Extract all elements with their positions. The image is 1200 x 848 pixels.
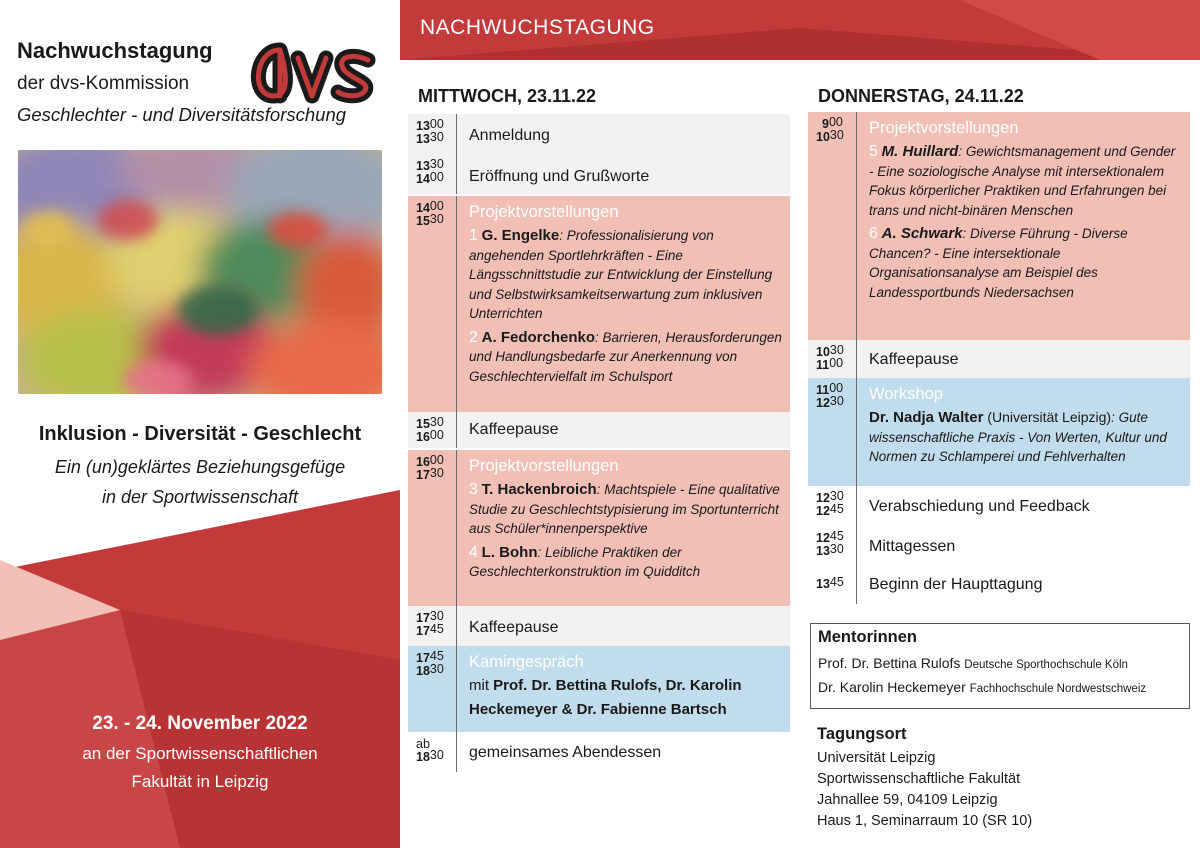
schedule-row	[808, 486, 1190, 526]
schedule-row	[408, 412, 790, 448]
session-category: Kamingespräch	[469, 653, 584, 671]
workshop-entry: Dr. Nadja Walter (Universität Leipzig): Gute wissenschaftliche Praxis - Von Werten, Kultur und Normen zu Schlamperei und Fehlverhalten	[869, 409, 1167, 464]
schedule-row	[808, 566, 1190, 604]
dvs-logo	[240, 36, 388, 104]
theme-subtitle-1: Ein (un)geklärtes Beziehungsgefüge	[54, 457, 346, 477]
schedule-row	[408, 450, 790, 606]
time-cell: $9^{00}$ $10^{30}$	[808, 112, 857, 340]
left-panel	[0, 0, 400, 848]
venue-line: Universität Leipzig	[817, 750, 936, 766]
event-commission: Geschlechter - und Diversitätsforschung	[17, 104, 347, 125]
time-cell: $11^{00}$ $12^{30}$	[808, 378, 857, 486]
event-location-2: Fakultät in Leipzig	[131, 772, 269, 791]
session-title: Kaffeepause	[469, 619, 559, 636]
time-cell: ab $18^{30}$	[408, 732, 457, 772]
schedule-row	[808, 112, 1190, 340]
venue-line: Jahnallee 59, 04109 Leipzig	[817, 792, 998, 808]
day1-schedule	[408, 114, 790, 774]
schedule-row	[408, 114, 790, 154]
banner-title: NACHWUCHSTAGUNG	[420, 16, 655, 39]
mentors-heading: Mentorinnen	[818, 628, 917, 646]
presentation-entry: 4 L. Bohn: Leibliche Praktiken der Geschlechterkonstruktion im Quidditch	[469, 543, 701, 579]
time-cell: $13^{00}$ $13^{30}$	[408, 114, 457, 154]
schedule-row	[408, 732, 790, 772]
event-subtitle: der dvs-Kommission	[17, 73, 190, 94]
time-cell: $14^{00}$ $15^{30}$	[408, 196, 457, 412]
time-cell: $13^{45}$	[808, 566, 857, 604]
time-cell: $16^{00}$ $17^{30}$	[408, 450, 457, 606]
theme-title: Inklusion - Diversität - Geschlecht	[38, 423, 362, 445]
time-cell: $17^{30}$ $17^{45}$	[408, 606, 457, 646]
event-location-1: an der Sportwissenschaftlichen	[82, 744, 318, 763]
schedule-row	[808, 526, 1190, 566]
session-category: Projektvorstellungen	[469, 457, 619, 475]
time-cell: $17^{45}$ $18^{30}$	[408, 646, 457, 732]
schedule-row	[808, 378, 1190, 486]
event-title: Nachwuchstagung	[17, 38, 213, 63]
session-category: Projektvorstellungen	[869, 119, 1019, 137]
day2-heading: DONNERSTAG, 24.11.22	[818, 86, 1024, 106]
venue-heading: Tagungsort	[817, 725, 907, 743]
venue-line: Haus 1, Seminarraum 10 (SR 10)	[817, 813, 1033, 829]
presentation-entry: 6 A. Schwark: Diverse Führung - Diverse Chancen? - Eine intersektionale Organisationsanalyse am Beispiel des Landessportbunds Niedersachsen	[869, 225, 1128, 300]
schedule-row	[408, 646, 790, 732]
day2-schedule	[808, 112, 1190, 604]
schedule-row	[408, 154, 790, 194]
watercolor-painting	[18, 150, 382, 394]
presentation-entry: 1 G. Engelke: Professionalisierung von angehenden Sportlehrkräften - Eine Längsschnittstudie zur Entwicklung der Einstellung und Selbstwirksamkeitserwartung zum inklusiven Unterrichten	[469, 227, 773, 321]
session-category: Projektvorstellungen	[469, 203, 619, 221]
schedule-row	[408, 606, 790, 646]
session-category: Workshop	[869, 385, 943, 403]
presentation-entry: 2 A. Fedorchenko: Barrieren, Herausforderungen und Handlungsbedarfe zur Anerkennung von Geschlechtervielfalt im Schulsport	[469, 328, 782, 384]
venue-block	[817, 725, 1032, 832]
session-title: Verabschiedung und Feedback	[869, 498, 1090, 515]
time-cell: $15^{30}$ $16^{00}$	[408, 412, 457, 448]
mentor-item: Prof. Dr. Bettina Rulofs Deutsche Sporthochschule Köln	[818, 655, 1128, 671]
day1-heading: MITTWOCH, 23.11.22	[418, 86, 597, 106]
session-title: Kaffeepause	[869, 351, 959, 368]
schedule-row	[408, 196, 790, 412]
session-title: Beginn der Haupttagung	[869, 576, 1043, 593]
schedule-row	[808, 340, 1190, 378]
time-cell: $10^{30}$ $11^{00}$	[808, 340, 857, 378]
time-cell: $13^{30}$ $14^{00}$	[408, 154, 457, 194]
session-title: Eröffnung und Grußworte	[469, 168, 650, 185]
venue-line: Sportwissenschaftliche Fakultät	[817, 771, 1021, 787]
theme-subtitle-2: in der Sportwissenschaft	[101, 487, 299, 507]
mentors-box	[810, 623, 1190, 709]
presentation-entry: 5 M. Huillard: Gewichtsmanagement und Gender - Eine soziologische Analyse mit intersektionalem Fokus körperlicher Praktiken und Erfahrungen bei trans und nicht-binären Menschen	[869, 143, 1176, 218]
time-cell: $12^{30}$ $12^{45}$	[808, 486, 857, 526]
session-title: Kaffeepause	[469, 421, 559, 438]
session-title: Mittagessen	[869, 538, 956, 555]
session-title: Anmeldung	[469, 127, 550, 144]
panel-guests: mit Prof. Dr. Bettina Rulofs, Dr. Karolin Heckemeyer & Dr. Fabienne Bartsch	[469, 677, 742, 718]
time-cell: $12^{45}$ $13^{30}$	[808, 526, 857, 566]
event-date: 23. - 24. November 2022	[92, 713, 308, 734]
session-title: gemeinsames Abendessen	[469, 744, 662, 761]
mentor-item: Dr. Karolin Heckemeyer Fachhochschule Nordwestschweiz	[818, 679, 1147, 695]
presentation-entry: 3 T. Hackenbroich: Machtspiele - Eine qualitative Studie zu Geschlechtstypisierung im Sportunterricht aus Schüler*innenperspektive	[469, 481, 780, 536]
